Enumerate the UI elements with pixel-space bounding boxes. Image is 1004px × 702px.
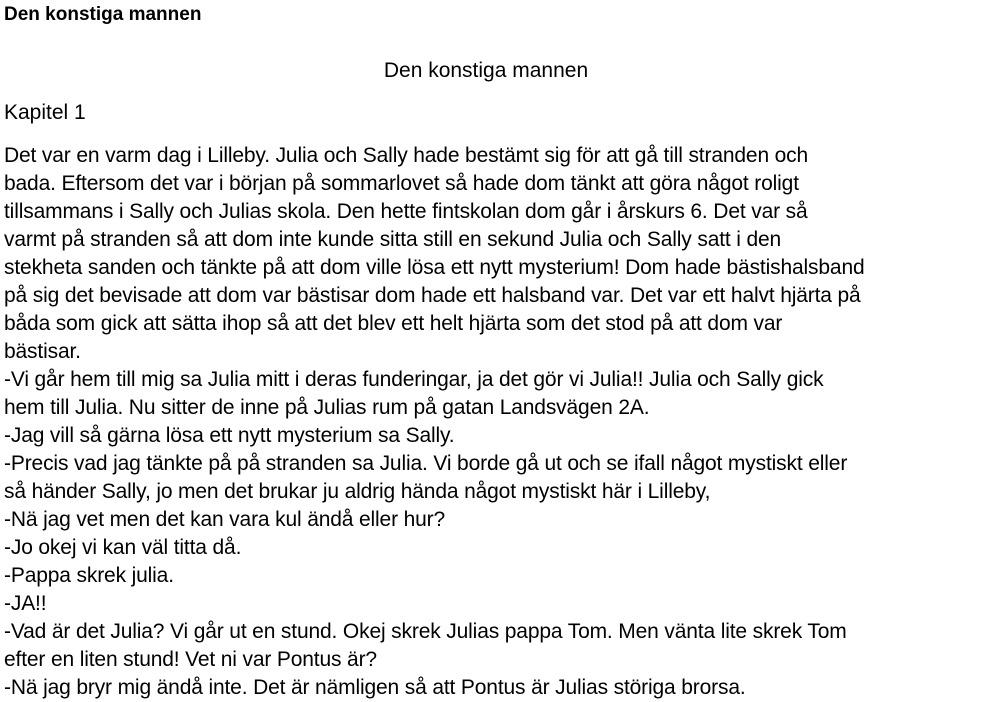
text-line: bästisar. xyxy=(4,340,81,363)
text-line: -Precis vad jag tänkte på på stranden sa Julia. Vi borde gå ut och se ifall något mystiskt eller xyxy=(4,452,848,475)
text-line: bada. Eftersom det var i början på sommarlovet så hade dom tänkt att göra något roligt xyxy=(4,172,799,195)
chapter-heading: Kapitel 1 xyxy=(4,101,86,124)
text-line: Det var en varm dag i Lilleby. Julia och Sally hade bestämt sig för att gå till stranden och xyxy=(4,144,809,167)
text-line: varmt på stranden så att dom inte kunde sitta still en sekund Julia och Sally satt i den xyxy=(4,228,782,251)
text-line: tillsammans i Sally och Julias skola. Den hette fintskolan dom går i årskurs 6. Det var så xyxy=(4,200,808,223)
text-line: -Vad är det Julia? Vi går ut en stund. Okej skrek Julias pappa Tom. Men vänta lite skrek Tom xyxy=(4,620,847,643)
document-title: Den konstiga mannen xyxy=(383,59,589,82)
text-line: -JA!! xyxy=(4,592,47,615)
text-line: så händer Sally, jo men det brukar ju aldrig hända något mystiskt här i Lilleby, xyxy=(4,480,711,503)
text-line: båda som gick att sätta ihop så att det blev ett helt hjärta som det stod på att dom var xyxy=(4,312,783,335)
text-line: -Vi går hem till mig sa Julia mitt i deras funderingar, ja det gör vi Julia!! Julia och Sally gick xyxy=(4,368,824,391)
text-line: -Jag vill så gärna lösa ett nytt mysterium sa Sally. xyxy=(4,424,455,447)
text-line: -Nä jag bryr mig ändå inte. Det är nämligen så att Pontus är Julias störiga brorsa. xyxy=(4,676,746,699)
text-line: hem till Julia. Nu sitter de inne på Julias rum på gatan Landsvägen 2A. xyxy=(4,396,650,419)
text-line: på sig det bevisade att dom var bästisar dom hade ett halsband var. Det var ett halvt hjärta på xyxy=(4,284,861,307)
text-line: -Pappa skrek julia. xyxy=(4,564,174,587)
document-header: Den konstiga mannen xyxy=(4,4,202,25)
text-line: -Jo okej vi kan väl titta då. xyxy=(4,536,242,559)
text-line: -Nä jag vet men det kan vara kul ändå eller hur? xyxy=(4,508,446,531)
story-body xyxy=(4,142,1004,702)
text-line: stekheta sanden och tänkte på att dom ville lösa ett nytt mysterium! Dom hade bästishalsband xyxy=(4,256,865,279)
text-line: efter en liten stund! Vet ni var Pontus är? xyxy=(4,648,377,671)
